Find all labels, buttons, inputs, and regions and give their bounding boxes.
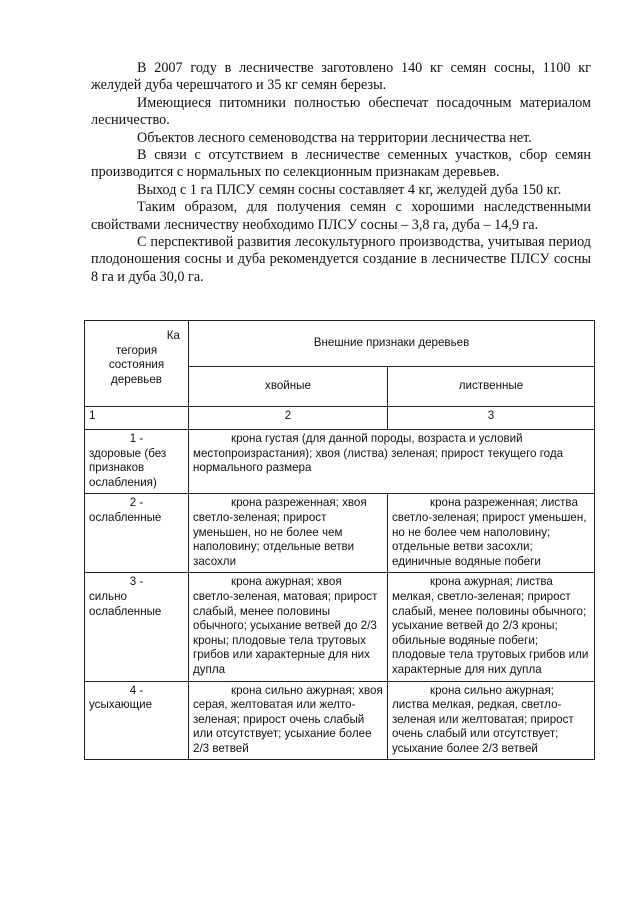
paragraph-seed-objects: Объектов лесного семеноводства на территории лесничества нет. [137,129,532,146]
paragraph-seed-collection: В связи с отсутствием в лесничестве семенных участков, сбор семян производится с нормальных по селекционным признакам деревьев. [91,147,591,181]
deciduous-signs-cell: крона разреженная; листва светло-зеленая; прирост уменьшен, но не более чем наполовину; отдельные ветви засохли; единичные водяные побеги [388,494,595,573]
category-number: 4 - [129,683,144,697]
category-cell [85,573,189,681]
category-label: усыхающие [89,698,153,712]
paragraph-plsu-need: Таким образом, для получения семян с хорошими наследственными свойствами лесничеству необходимо ПЛСУ сосны – 3,8 га, дуба – 14,9 га. [91,199,591,233]
paragraph-nurseries: Имеющиеся питомники полностью обеспечат посадочным материалом лесничество. [91,94,591,129]
table-row [85,430,595,494]
category-label: здоровые (без признаков ослабления) [89,446,167,489]
category-number: 2 - [129,496,144,510]
deciduous-signs-cell: крона ажурная; листва мелкая, светло-зеленая; прирост слабый, менее половины обычного; усыхание ветвей до 2/3 кроны; обильные водяные побеги; плодовые тела трутовых грибов или характерные для них дупла [388,573,595,681]
deciduous-signs-cell: крона сильно ажурная; листва мелкая, редкая, светло-зеленая или желтоватая; прирост очень слабый или отсутствует; усыхание более 2/3 ветвей [388,681,595,760]
category-cell [85,430,189,494]
category-number: 1 - [129,432,144,445]
paragraph-plsu-recommendation: С перспективой развития лесокультурного производства, учитывая период плодоношения сосны и дуба рекомендуется создание в лесничестве ПЛСУ сосны 8 га и дуба 30,0 га. [91,234,591,285]
body-text [91,60,591,286]
category-number: 3 - [129,575,144,589]
header-conifer: хвойные [189,367,388,407]
column-number-3: 3 [388,407,595,430]
column-number-row [85,407,595,430]
header-deciduous: лиственные [388,367,595,407]
conifer-signs-cell: крона сильно ажурная; хвоя серая, желтоватая или желто-зеленая; прирост очень слабый или отсутствует; усыхание более 2/3 ветвей [189,681,388,760]
category-label: сильно ослабленные [89,589,162,618]
header-category-rest: тегория состояния деревьев [108,343,165,386]
category-cell [85,681,189,760]
header-external-signs: Внешние признаки деревьев [189,321,595,367]
table-header-row [85,321,595,367]
conifer-signs-cell: крона разреженная; хвоя светло-зеленая; прирост уменьшен, но не более чем наполовину; отдельные ветви засохли [189,494,388,573]
table-row [85,573,595,681]
signs-merged-cell: крона густая (для данной породы, возраста и условий местопроизрастания); хвоя (листва) зеленая; прирост текущего года нормального размера [189,430,595,494]
category-label: ослабленные [89,510,162,524]
paragraph-seed-yield: Выход с 1 га ПЛСУ семян сосны составляет 4 кг, желудей дуба 150 кг. [137,181,562,198]
table-row [85,494,595,573]
column-number-1: 1 [85,407,189,430]
column-number-2: 2 [189,407,388,430]
header-category-first: Ка [166,329,180,342]
header-category [85,321,189,407]
tree-condition-table [84,320,595,760]
category-cell [85,494,189,573]
conifer-signs-cell: крона ажурная; хвоя светло-зеленая, матовая; прирост слабый, менее половины обычного; усыхание ветвей до 2/3 кроны; плодовые тела трутовых грибов или характерные для них дупла [189,573,388,681]
table-row [85,681,595,760]
paragraph-seed-harvest: В 2007 году в лесничестве заготовлено 140 кг семян сосны, 1100 кг желудей дуба черешчатого и 35 кг семян березы. [91,60,591,94]
